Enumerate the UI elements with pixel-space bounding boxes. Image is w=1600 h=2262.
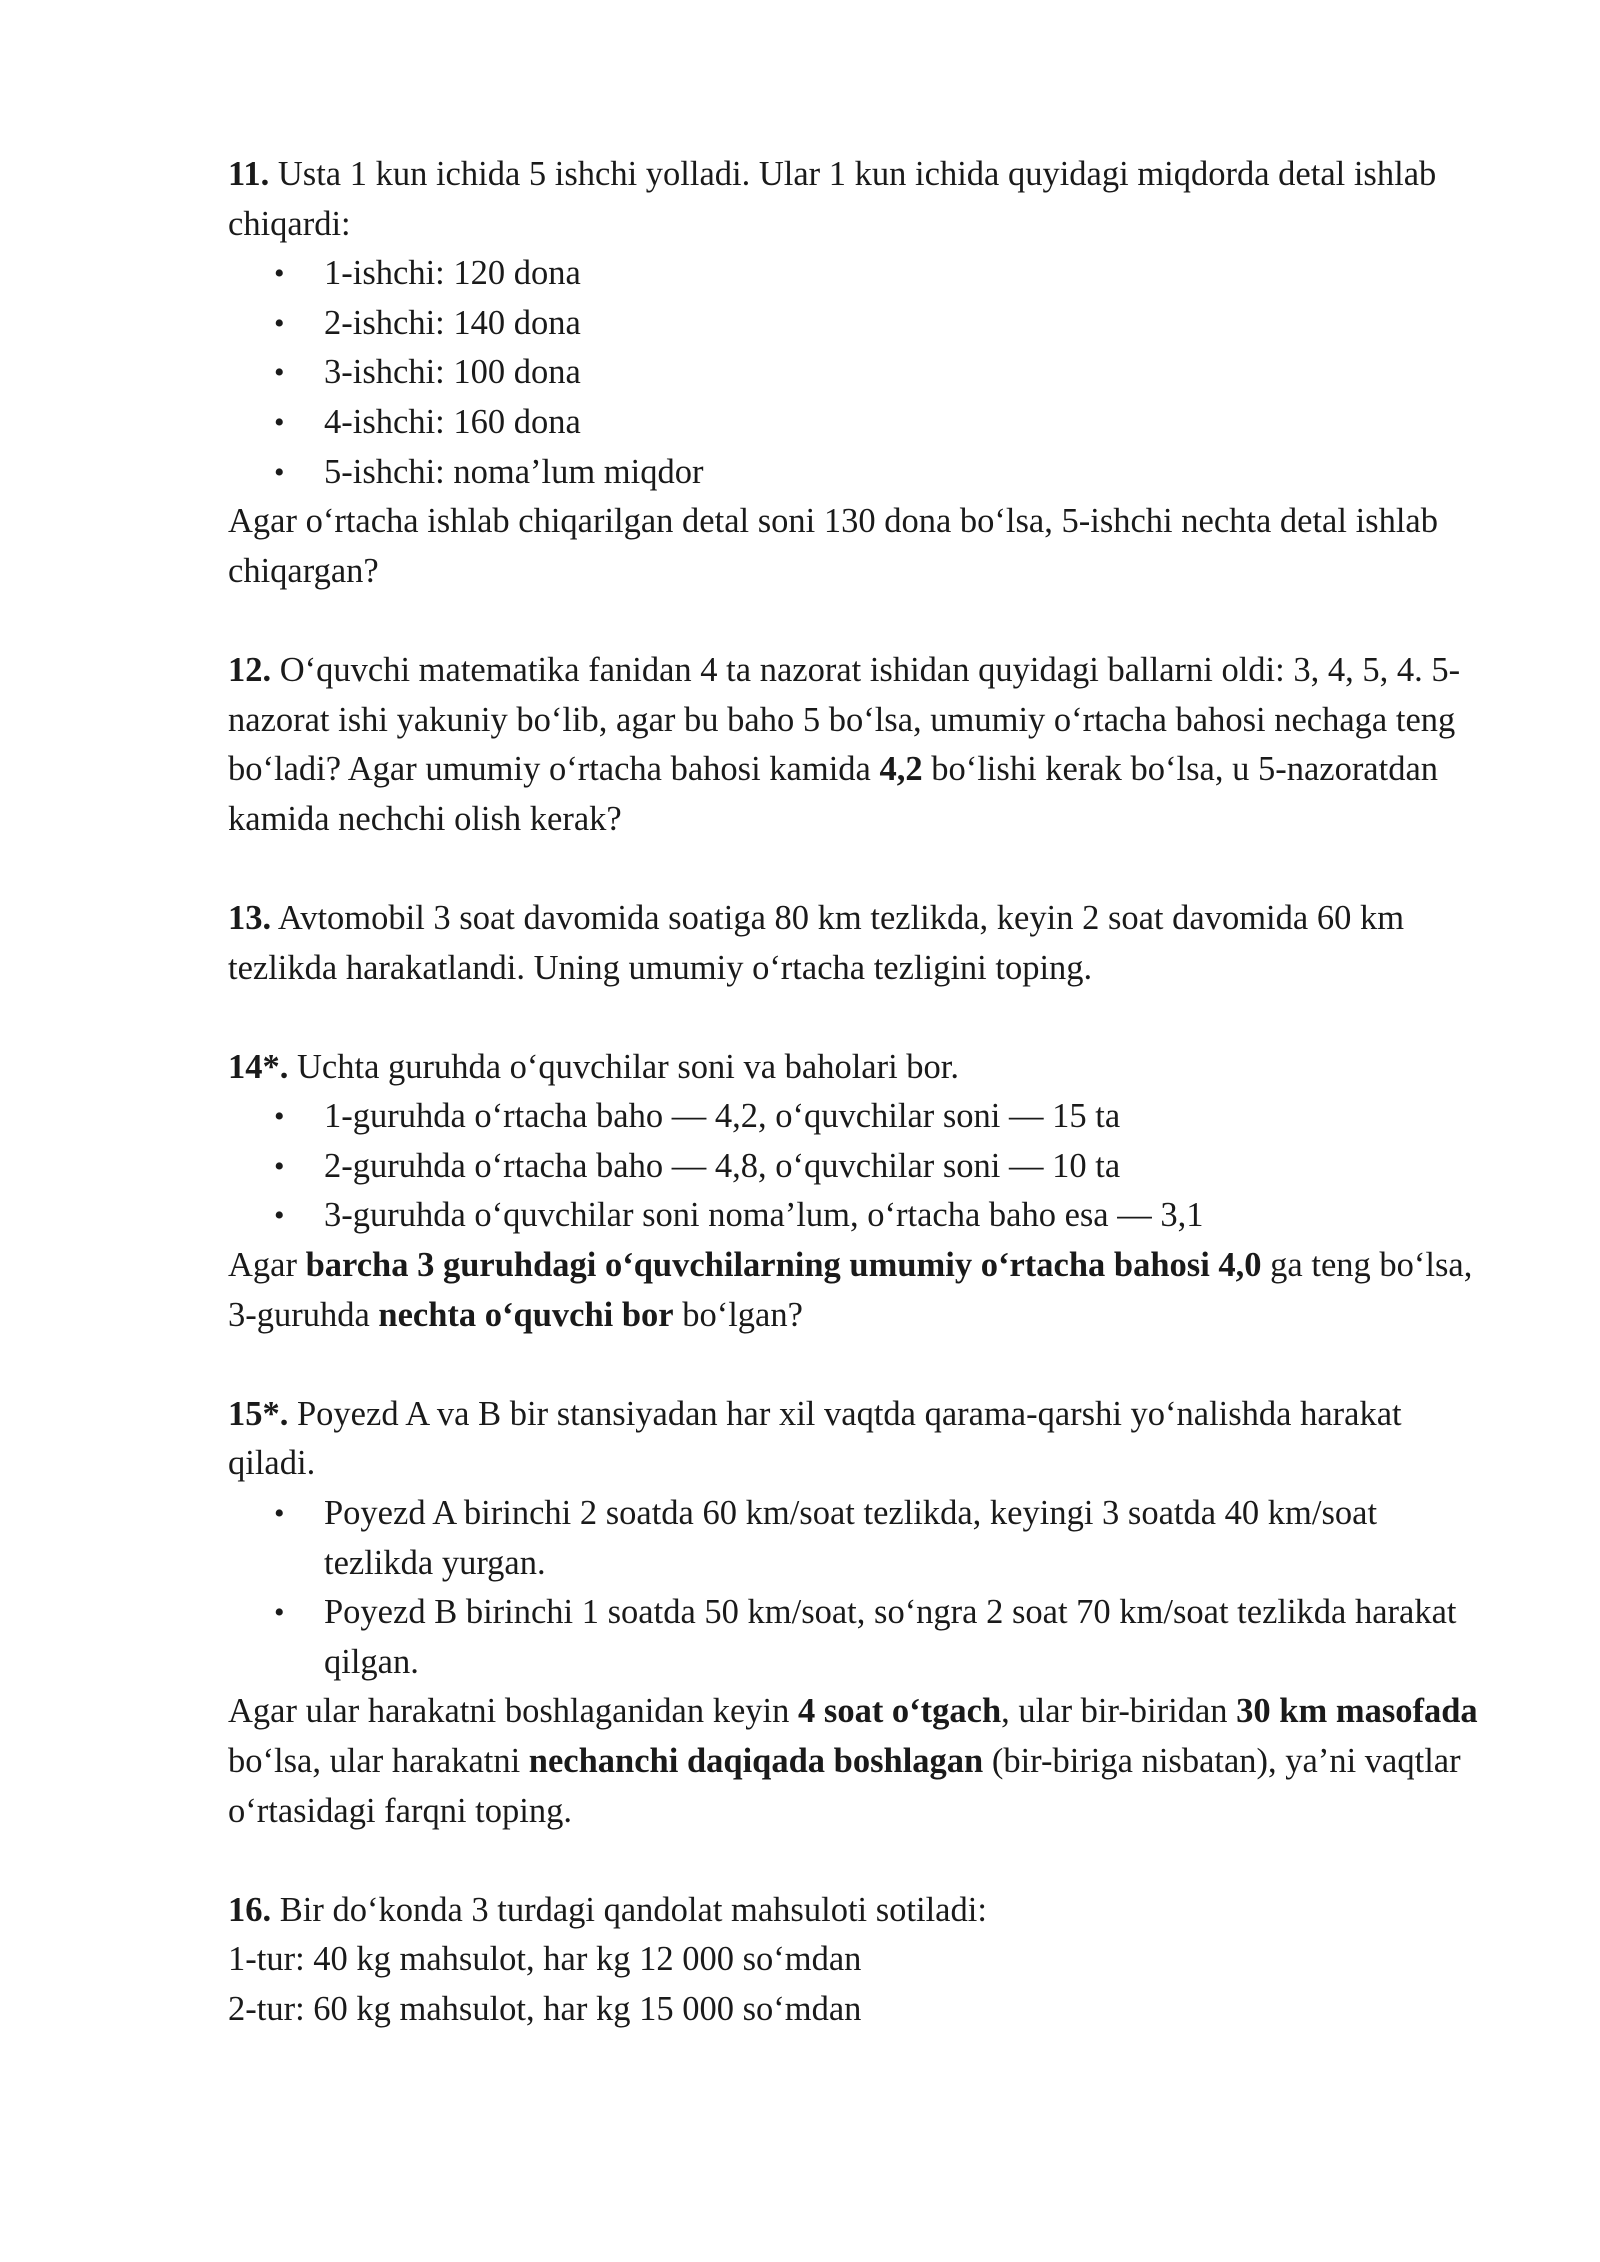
- bullet-icon: •: [274, 306, 285, 340]
- list-item: [274, 448, 1490, 498]
- problem-11-intro: [228, 150, 1490, 249]
- bold-text: 30 km masofada: [1236, 1692, 1478, 1731]
- problem-12-text: [228, 646, 1490, 844]
- list-item-text: 5-ishchi: noma’lum miqdor: [324, 452, 704, 491]
- bold-text: nechanchi daqiqada boshlagan: [528, 1742, 984, 1780]
- list-item: [274, 398, 1490, 448]
- problem-text: (bir-biriga nisbatan), ya’ni vaqtlar o‘rtasidagi farqni toping.: [228, 1742, 1461, 1830]
- bullet-icon: •: [274, 257, 285, 291]
- problem-16-line: 1-tur: 40 kg mahsulot, har kg 12 000 so‘mdan: [228, 1940, 862, 1979]
- bold-value: 4,2: [879, 750, 923, 789]
- problem-text: Bir do‘konda 3 turdagi qandolat mahsuloti sotiladi:: [279, 1890, 987, 1929]
- list-item-text: 2-guruhda o‘rtacha baho — 4,8, o‘quvchilar soni — 10 ta: [324, 1146, 1121, 1185]
- problem-15-list: [228, 1489, 1490, 1687]
- problem-text: bo‘lsa, ular harakatni: [228, 1742, 529, 1780]
- problem-text: bo‘lgan?: [673, 1295, 803, 1334]
- problem-13: [228, 894, 1490, 993]
- bullet-icon: •: [274, 1199, 285, 1233]
- problem-14-list: [228, 1092, 1490, 1241]
- list-item-text: 3-guruhda o‘quvchilar soni noma’lum, o‘rtacha baho esa — 3,1: [324, 1196, 1204, 1235]
- list-item-text: 1-ishchi: 120 dona: [324, 254, 581, 293]
- list-item-text: 2-ishchi: 140 dona: [324, 303, 581, 342]
- list-item-text: 1-guruhda o‘rtacha baho — 4,2, o‘quvchilar soni — 15 ta: [324, 1097, 1121, 1136]
- problem-12: [228, 646, 1490, 844]
- problem-text: Poyezd A va B bir stansiyadan har xil vaqtda qarama-qarshi yo‘nalishda harakat qiladi.: [228, 1394, 1402, 1483]
- problem-text: Uchta guruhda o‘quvchilar soni va baholari bor.: [297, 1047, 960, 1086]
- problem-16-line: 2-tur: 60 kg mahsulot, har kg 15 000 so‘mdan: [228, 1989, 862, 2028]
- bullet-icon: •: [274, 1100, 285, 1134]
- problem-16: [228, 1886, 1490, 2035]
- bullet-icon: •: [274, 1149, 285, 1183]
- problem-number: 16.: [228, 1890, 272, 1929]
- problem-16-intro: [228, 1886, 1490, 1936]
- problem-number: 11.: [228, 155, 270, 193]
- list-item: [274, 249, 1490, 299]
- list-item: [274, 299, 1490, 349]
- problem-text: Avtomobil 3 soat davomida soatiga 80 km tezlikda, keyin 2 soat davomida 60 km tezlikda harakatlandi. Uning umumiy o‘rtacha tezligini toping.: [228, 898, 1405, 987]
- problem-number: 14*.: [228, 1047, 289, 1086]
- problem-14: [228, 1043, 1490, 1341]
- problem-15: [228, 1390, 1490, 1836]
- problem-number: 13.: [228, 898, 272, 937]
- list-item-text: Poyezd B birinchi 1 soatda 50 km/soat, so‘ngra 2 soat 70 km/soat tezlikda harakat qilgan.: [324, 1593, 1457, 1681]
- problem-number: 12.: [228, 650, 272, 689]
- problem-number: 15*.: [228, 1394, 289, 1433]
- bullet-icon: •: [274, 356, 285, 390]
- bullet-icon: •: [274, 1596, 285, 1630]
- problem-text: ga teng bo‘lsa, 3-guruhda: [228, 1246, 1473, 1334]
- problem-13-text: [228, 894, 1490, 993]
- problem-11-question: Agar o‘rtacha ishlab chiqarilgan detal soni 130 dona bo‘lsa, 5-ishchi nechta detal ishlab chiqargan?: [228, 502, 1438, 590]
- bullet-icon: •: [274, 1497, 285, 1531]
- bullet-icon: •: [274, 405, 285, 439]
- problem-text: Agar: [228, 1246, 306, 1285]
- problem-11: [228, 150, 1490, 596]
- list-item: [274, 1588, 1490, 1687]
- bold-text: nechta o‘quvchi bor: [378, 1295, 674, 1334]
- problem-14-intro: [228, 1043, 1490, 1093]
- problem-15-question: [228, 1687, 1490, 1836]
- problem-text: , ular bir-biridan: [1001, 1692, 1237, 1731]
- list-item: [274, 1142, 1490, 1192]
- problem-15-intro: [228, 1390, 1490, 1489]
- list-item: [274, 1489, 1490, 1588]
- problem-text: Usta 1 kun ichida 5 ishchi yolladi. Ular 1 kun ichida quyidagi miqdorda detal ishlab chiqardi:: [228, 155, 1437, 243]
- list-item: [274, 348, 1490, 398]
- document-content: [228, 150, 1490, 2084]
- bold-text: barcha 3 guruhdagi o‘quvchilarning umumiy o‘rtacha bahosi 4,0: [305, 1246, 1262, 1285]
- list-item-text: 4-ishchi: 160 dona: [324, 402, 581, 441]
- bullet-icon: •: [274, 455, 285, 489]
- problem-text: Agar ular harakatni boshlaganidan keyin: [228, 1692, 799, 1731]
- problem-11-list: [228, 249, 1490, 497]
- list-item: [274, 1191, 1490, 1241]
- problem-14-question: [228, 1241, 1490, 1340]
- problem-text: bo‘lishi kerak bo‘lsa, u 5-nazoratdan kamida nechchi olish kerak?: [228, 750, 1439, 838]
- problem-text: O‘quvchi matematika fanidan 4 ta nazorat ishidan quyidagi ballarni oldi: 3, 4, 5, 4. 5-nazorat ishi yakuniy bo‘lib, agar bu baho 5 bo‘lsa, umumiy o‘rtacha bahosi nechaga teng bo‘ladi? Agar umumiy o‘rtacha bahosi kamida: [228, 650, 1461, 789]
- list-item-text: Poyezd A birinchi 2 soatda 60 km/soat tezlikda, keyingi 3 soatda 40 km/soat tezlikda yurgan.: [324, 1494, 1378, 1582]
- bold-text: 4 soat o‘tgach: [798, 1692, 1002, 1731]
- list-item-text: 3-ishchi: 100 dona: [324, 353, 581, 392]
- list-item: [274, 1092, 1490, 1142]
